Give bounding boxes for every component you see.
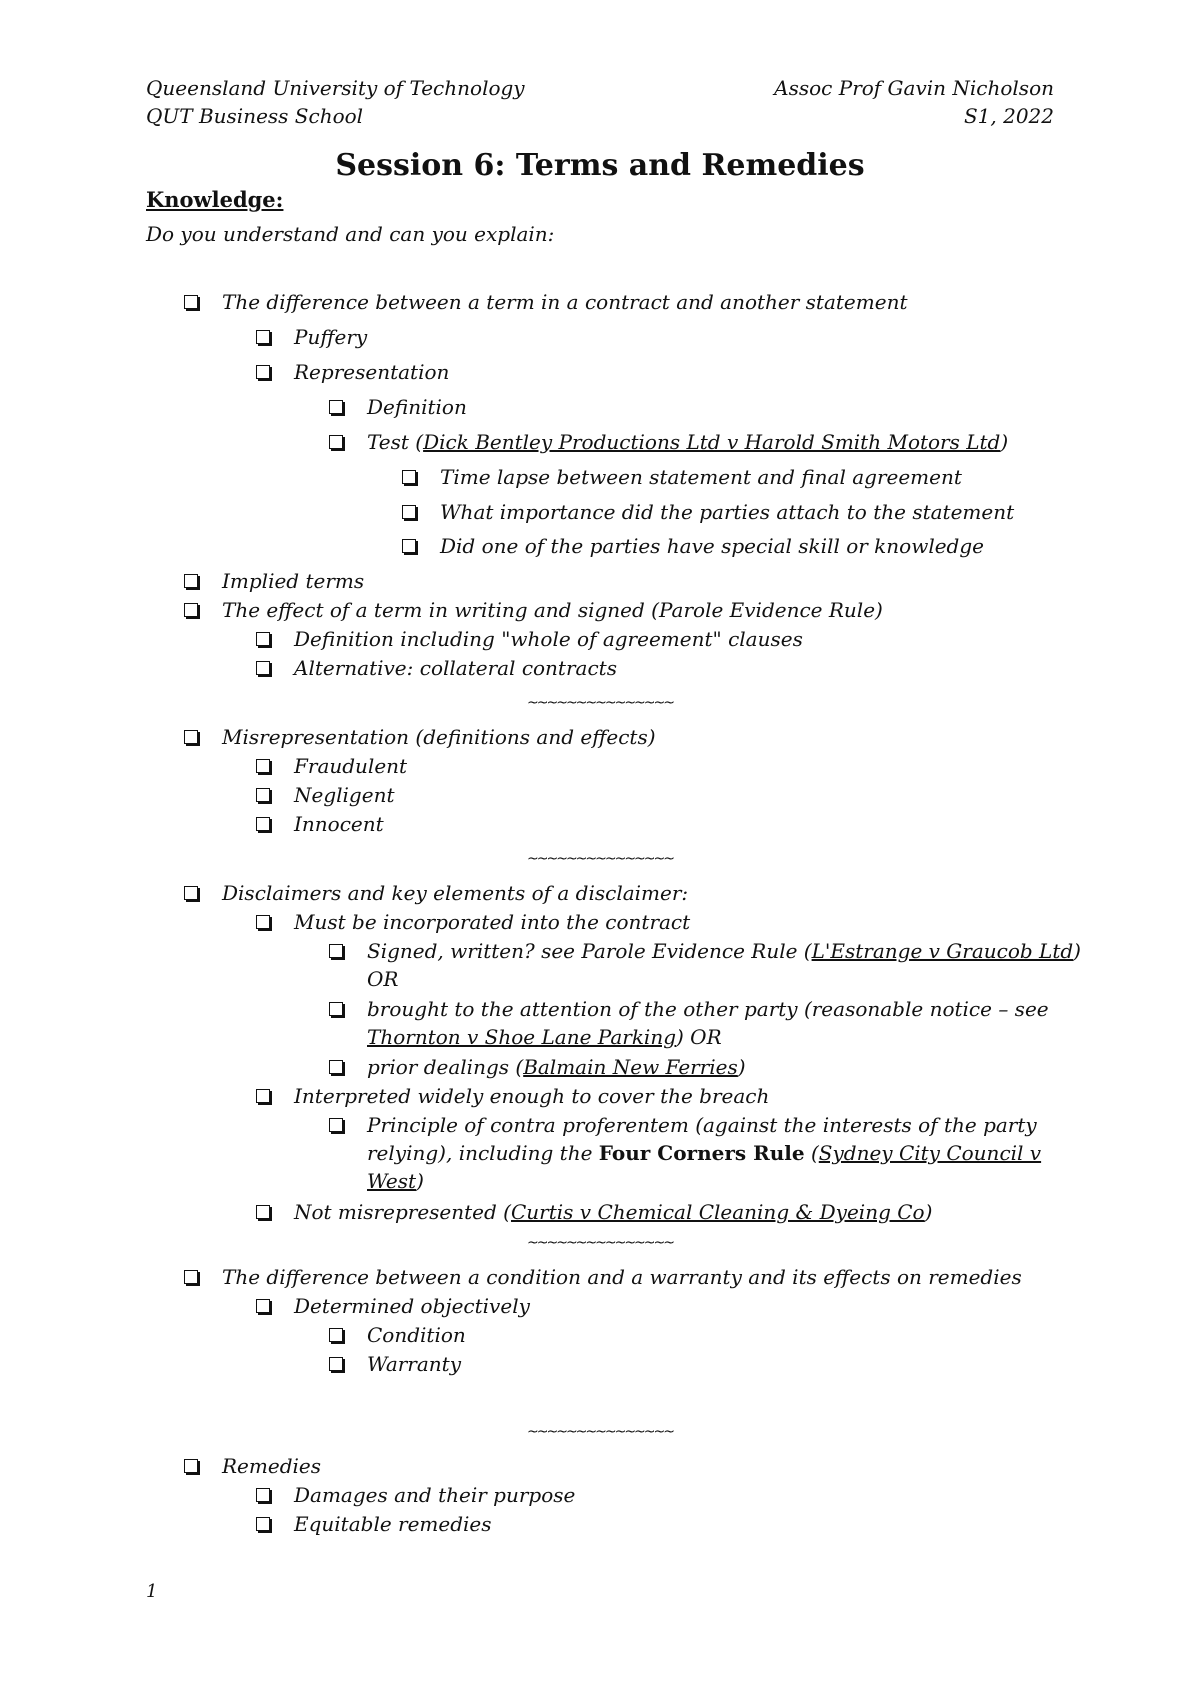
checkbox-icon[interactable] bbox=[184, 886, 198, 900]
knowledge-heading: Knowledge: bbox=[146, 187, 284, 212]
checkbox-icon[interactable] bbox=[184, 574, 198, 588]
checkbox-icon[interactable] bbox=[184, 603, 198, 617]
item-label: Remedies bbox=[222, 1454, 321, 1478]
item-label: Did one of the parties have special skill or knowledge bbox=[440, 534, 984, 558]
checkbox-icon[interactable] bbox=[329, 1357, 343, 1371]
checkbox-icon[interactable] bbox=[329, 1060, 343, 1074]
item-label-continued bbox=[367, 1167, 424, 1195]
checkbox-icon[interactable] bbox=[329, 1002, 343, 1016]
case-citation: Balmain New Ferries bbox=[523, 1055, 738, 1079]
checkbox-icon[interactable] bbox=[256, 632, 270, 646]
item-label: Fraudulent bbox=[294, 754, 408, 778]
label-part: ) OR bbox=[676, 1025, 722, 1049]
checkbox-icon[interactable] bbox=[184, 1270, 198, 1284]
item-label: Implied terms bbox=[222, 569, 365, 593]
checkbox-icon[interactable] bbox=[329, 1328, 343, 1342]
item-label-continued: OR bbox=[367, 967, 399, 991]
item-label: Puffery bbox=[294, 325, 368, 349]
page-title: Session 6: Terms and Remedies bbox=[335, 148, 865, 183]
case-citation: Sydney City Council v bbox=[818, 1141, 1042, 1165]
checkbox-icon[interactable] bbox=[402, 505, 416, 519]
checkbox-icon[interactable] bbox=[184, 730, 198, 744]
item-label: Equitable remedies bbox=[294, 1512, 492, 1536]
section-separator: ~~~~~~~~~~~~~~~ bbox=[527, 1424, 673, 1440]
semester: S1, 2022 bbox=[963, 104, 1054, 128]
page-number: 1 bbox=[146, 1581, 158, 1602]
checkbox-icon[interactable] bbox=[184, 1459, 198, 1473]
checkbox-icon[interactable] bbox=[402, 470, 416, 484]
item-label: The difference between a condition and a warranty and its effects on remedies bbox=[222, 1265, 1022, 1289]
item-label: Must be incorporated into the contract bbox=[294, 910, 691, 934]
checkbox-icon[interactable] bbox=[402, 539, 416, 553]
checkbox-icon[interactable] bbox=[256, 365, 270, 379]
item-label: Warranty bbox=[367, 1352, 462, 1376]
university-name: Queensland University of Technology bbox=[146, 76, 525, 100]
item-label: Definition including "whole of agreement" clauses bbox=[294, 627, 803, 651]
item-label-continued bbox=[367, 1139, 1041, 1167]
item-label: The difference between a term in a contract and another statement bbox=[222, 290, 908, 314]
label-part: prior dealings ( bbox=[367, 1055, 524, 1079]
item-label: Damages and their purpose bbox=[294, 1483, 576, 1507]
item-label: Condition bbox=[367, 1323, 466, 1347]
case-citation: L'Estrange v Graucob Ltd bbox=[811, 939, 1074, 963]
checkbox-icon[interactable] bbox=[329, 1118, 343, 1132]
item-label bbox=[367, 428, 1008, 456]
label-part: relying), including the bbox=[367, 1141, 599, 1165]
item-label: Innocent bbox=[294, 812, 384, 836]
case-citation: West bbox=[367, 1169, 417, 1193]
checkbox-icon[interactable] bbox=[256, 1488, 270, 1502]
label-part: ) bbox=[1073, 939, 1081, 963]
author-name: Assoc Prof Gavin Nicholson bbox=[774, 76, 1054, 100]
checkbox-icon[interactable] bbox=[256, 1089, 270, 1103]
item-label: Representation bbox=[294, 360, 450, 384]
section-separator: ~~~~~~~~~~~~~~~ bbox=[527, 695, 673, 711]
item-label bbox=[367, 1053, 746, 1081]
checkbox-icon[interactable] bbox=[256, 759, 270, 773]
four-corners-rule: Four Corners Rule bbox=[598, 1141, 805, 1165]
checkbox-icon[interactable] bbox=[256, 1205, 270, 1219]
item-label-continued bbox=[367, 1023, 722, 1051]
checkbox-icon[interactable] bbox=[329, 435, 343, 449]
label-part: Test ( bbox=[367, 430, 424, 454]
checkbox-icon[interactable] bbox=[256, 1517, 270, 1531]
checkbox-icon[interactable] bbox=[256, 915, 270, 929]
label-part: ) bbox=[1000, 430, 1009, 454]
item-label: Determined objectively bbox=[294, 1294, 530, 1318]
case-citation: Dick Bentley Productions Ltd v Harold Smith Motors Ltd bbox=[423, 430, 1001, 454]
item-label: Disclaimers and key elements of a disclaimer: bbox=[222, 881, 689, 905]
label-part: ( bbox=[804, 1141, 819, 1165]
checkbox-icon[interactable] bbox=[329, 400, 343, 414]
checkbox-icon[interactable] bbox=[256, 817, 270, 831]
section-separator: ~~~~~~~~~~~~~~~ bbox=[527, 851, 673, 867]
item-label: Principle of contra proferentem (against the interests of the party bbox=[367, 1113, 1037, 1137]
checkbox-icon[interactable] bbox=[256, 661, 270, 675]
item-label: Definition bbox=[367, 395, 467, 419]
item-label: Time lapse between statement and final agreement bbox=[440, 465, 962, 489]
label-part: Not misrepresented ( bbox=[294, 1200, 511, 1224]
label-part: ) bbox=[416, 1169, 424, 1193]
item-label bbox=[294, 1198, 932, 1226]
checkbox-icon[interactable] bbox=[256, 1299, 270, 1313]
header-left bbox=[146, 74, 525, 130]
item-label: Misrepresentation (definitions and effects) bbox=[222, 725, 656, 749]
checkbox-icon[interactable] bbox=[329, 944, 343, 958]
label-part: ) bbox=[924, 1200, 933, 1224]
checkbox-icon[interactable] bbox=[256, 330, 270, 344]
checkbox-icon[interactable] bbox=[256, 788, 270, 802]
item-label: Alternative: collateral contracts bbox=[294, 656, 617, 680]
section-separator: ~~~~~~~~~~~~~~~ bbox=[527, 1235, 673, 1251]
item-label: brought to the attention of the other party (reasonable notice – see bbox=[367, 997, 1049, 1021]
item-label: Negligent bbox=[294, 783, 395, 807]
label-part: ) bbox=[737, 1055, 746, 1079]
case-citation: Thornton v Shoe Lane Parking bbox=[367, 1025, 677, 1049]
intro-text: Do you understand and can you explain: bbox=[146, 222, 555, 246]
checkbox-icon[interactable] bbox=[184, 295, 198, 309]
school-name: QUT Business School bbox=[146, 104, 364, 128]
item-label: Interpreted widely enough to cover the breach bbox=[294, 1084, 770, 1108]
case-citation: Curtis v Chemical Cleaning & Dyeing Co bbox=[510, 1200, 925, 1224]
label-part: Signed, written? see Parole Evidence Rule ( bbox=[367, 939, 812, 963]
item-label: What importance did the parties attach to the statement bbox=[440, 500, 1015, 524]
header-right bbox=[774, 74, 1054, 130]
item-label bbox=[367, 937, 1081, 965]
item-label: The effect of a term in writing and signed (Parole Evidence Rule) bbox=[222, 598, 883, 622]
